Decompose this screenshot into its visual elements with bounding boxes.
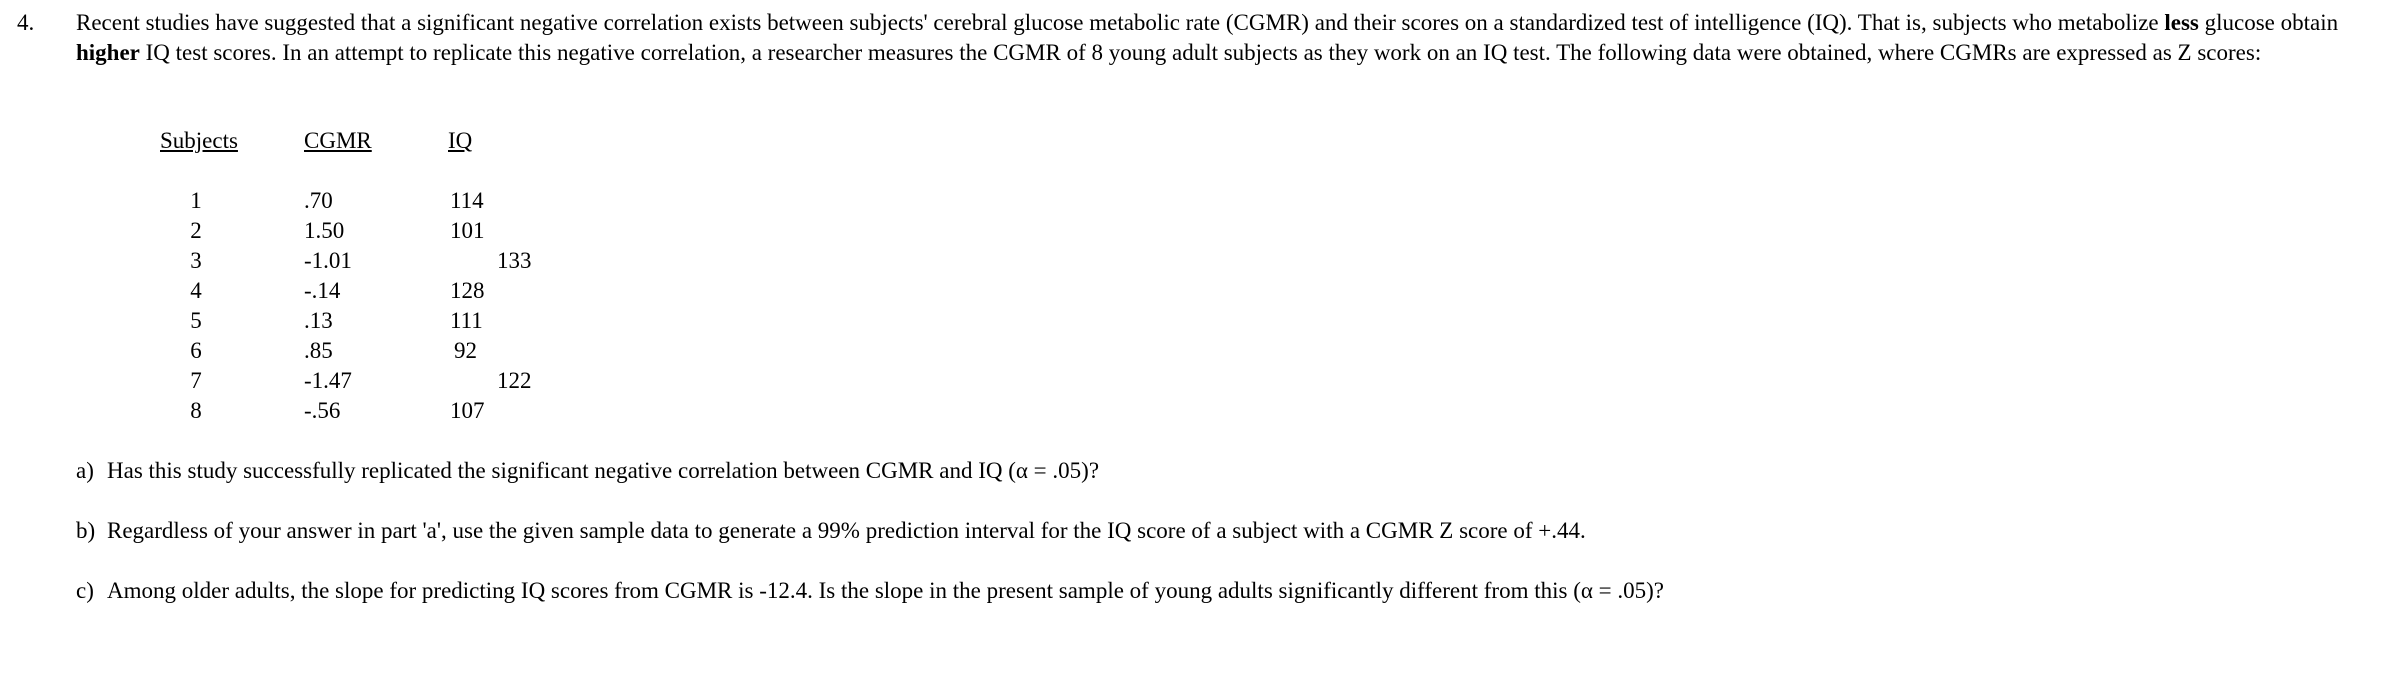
question-text: Has this study successfully replicated the significant negative correlation between CGMR and IQ (α = .05)? <box>107 458 1100 483</box>
cell-cgmr: .70 <box>304 188 333 213</box>
question-b <box>76 516 1586 546</box>
cell-iq: 133 <box>497 248 532 273</box>
question-letter: b) <box>76 518 96 543</box>
problem-intro <box>76 8 2376 68</box>
header-subjects: Subjects <box>160 128 238 153</box>
cell-cgmr: -.56 <box>304 398 341 423</box>
cell-iq: 122 <box>497 368 532 393</box>
intro-text-1: Recent studies have suggested that a significant negative correlation exists between subjects' cerebral glucose metabolic rate (CGMR) and their scores on a standardized test of intelligence (IQ). That is, subjects who metabolize <box>76 10 2165 35</box>
cell-cgmr: 1.50 <box>304 218 345 243</box>
cell-subject: 2 <box>190 218 202 243</box>
cell-subject: 5 <box>190 308 202 333</box>
header-cgmr: CGMR <box>304 128 372 153</box>
problem-number: 4. <box>17 10 35 35</box>
cell-subject: 1 <box>190 188 202 213</box>
cell-cgmr: -1.47 <box>304 368 352 393</box>
cell-iq: 92 <box>454 338 477 363</box>
cell-iq: 128 <box>450 278 485 303</box>
cell-subject: 3 <box>190 248 202 273</box>
cell-subject: 8 <box>190 398 202 423</box>
cell-cgmr: .85 <box>304 338 333 363</box>
cell-iq: 101 <box>450 218 485 243</box>
question-letter: c) <box>76 578 94 603</box>
cell-subject: 6 <box>190 338 202 363</box>
question-a <box>76 456 1099 486</box>
cell-iq: 107 <box>450 398 485 423</box>
intro-bold-less: less <box>2164 10 2199 35</box>
cell-subject: 7 <box>190 368 202 393</box>
question-c <box>76 576 1664 606</box>
question-letter: a) <box>76 458 94 483</box>
intro-bold-higher: higher <box>76 40 140 65</box>
cell-cgmr: -1.01 <box>304 248 352 273</box>
cell-subject: 4 <box>190 278 202 303</box>
cell-iq: 114 <box>450 188 484 213</box>
intro-text-2: glucose obtain <box>2198 10 2339 35</box>
cell-iq: 111 <box>450 308 483 333</box>
question-text: Regardless of your answer in part 'a', use the given sample data to generate a 99% prediction interval for the IQ score of a subject with a CGMR Z score of +.44. <box>107 518 1586 543</box>
question-text: Among older adults, the slope for predicting IQ scores from CGMR is -12.4. Is the slope in the present sample of young adults significantly different from this (α = .05)? <box>107 578 1664 603</box>
intro-text-3: IQ test scores. In an attempt to replicate this negative correlation, a researcher measures the CGMR of 8 young adult subjects as they work on an IQ test. The following data were obtained, where CGMRs are expressed as Z scores: <box>139 40 2262 65</box>
cell-cgmr: -.14 <box>304 278 341 303</box>
cell-cgmr: .13 <box>304 308 333 333</box>
header-iq: IQ <box>448 128 473 153</box>
